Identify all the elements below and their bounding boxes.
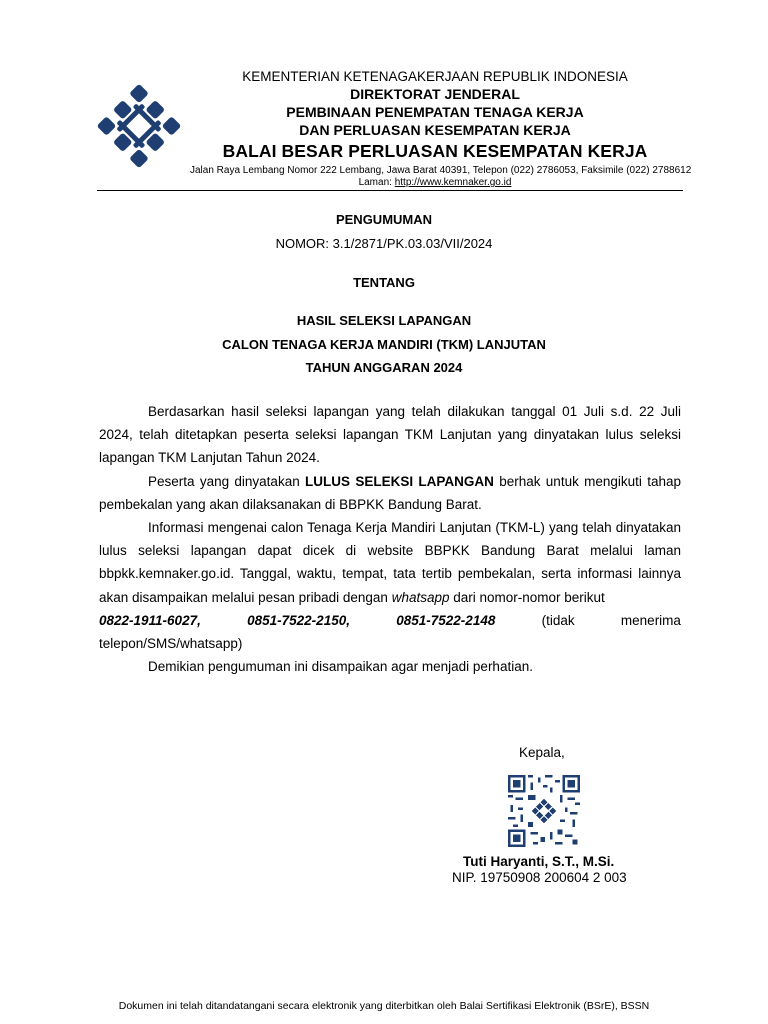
paragraph-2 [99,470,681,516]
paragraph-3 [99,516,681,609]
announcement-title-2: CALON TENAGA KERJA MANDIRI (TKM) LANJUTAN [222,337,546,352]
ministry-name: KEMENTERIAN KETENAGAKERJAAN REPUBLIK INDONESIA [242,69,628,84]
division-name-1: PEMBINAAN PENEMPATAN TENAGA KERJA [286,104,584,120]
phone-number-2: 0851-7522-2150, [247,612,350,628]
phone-note-1: (tidak [541,612,575,628]
paragraph-2-text-a: Peserta yang dinyatakan [148,473,306,489]
announcement-title-1: HASIL SELEKSI LAPANGAN [296,313,472,328]
qr-code-signature-icon [508,775,580,847]
signatory-position: Kepala, [519,745,565,760]
signatory-name: Tuti Haryanti, S.T., M.Si. [463,854,615,869]
directorate-name: DIREKTORAT JENDERAL [350,86,520,102]
letterhead-divider [97,190,683,191]
announcement-heading: PENGUMUMAN [335,212,433,227]
electronic-signature-note: Dokumen ini telah ditandatangani secara elektronik yang diterbitkan oleh Balai Sertifikasi Elektronik (BSrE), BSSN [118,1000,650,1012]
phone-number-1: 0822-1911-6027, [99,612,201,628]
office-website [190,177,680,189]
office-address: Jalan Raya Lembang Nomor 222 Lembang, Jawa Barat 40391, Telepon (022) 2786053, Faksimile (022) 2788612 [190,165,692,176]
office-name: BALAI BESAR PERLUASAN KESEMPATAN KERJA [222,141,648,161]
phone-note-3: telepon/SMS/whatsapp) [99,636,243,652]
announcement-title-3: TAHUN ANGGARAN 2024 [305,360,463,375]
kemnaker-logo-icon [95,84,183,168]
announcement-about: TENTANG [353,275,415,290]
phone-number-3: 0851-7522-2148 [396,612,496,628]
paragraph-3-text-b: dari nomor-nomor berikut [449,589,605,605]
announcement-number: NOMOR: 3.1/2871/PK.03.03/VII/2024 [275,236,493,251]
website-label: Laman: [358,177,395,188]
phone-note-2: menerima [620,612,681,628]
division-name-2: DAN PERLUASAN KESEMPATAN KERJA [299,122,571,138]
paragraph-2-text-b: berhak untuk mengikuti tahap pembekalan yang akan dilaksanakan di BBPKK Bandung Barat. [99,473,681,512]
phone-numbers-row [99,609,681,632]
paragraph-3-text-a: Informasi mengenai calon Tenaga Kerja Mandiri Lanjutan (TKM-L) yang telah dinyatakan lulus seleksi lapangan dapat dicek di website BBPKK Bandung Barat melalui laman bbpkk.kemnaker.go.id. Tanggal, waktu, tempat, tata tertib pembekalan, serta informasi lainnya akan disampaikan melalui pesan pribadi dengan [99,520,681,605]
paragraph-1: Berdasarkan hasil seleksi lapangan yang telah dilakukan tanggal 01 Juli s.d. 22 Juli 2024, telah ditetapkan peserta seleksi lapangan TKM Lanjutan yang dinyatakan lulus seleksi lapangan TKM Lanjutan Tahun 2024. [99,404,681,466]
announcement-body [99,400,681,678]
paragraph-3-italic: whatsapp [391,589,450,605]
signatory-nip: NIP. 19750908 200604 2 003 [452,870,627,885]
paragraph-4: Demikian pengumuman ini disampaikan agar menjadi perhatian. [148,659,533,675]
website-link[interactable]: http://www.kemnaker.go.id [394,177,512,188]
letterhead [190,68,692,189]
paragraph-2-bold: LULUS SELEKSI LAPANGAN [305,473,494,489]
